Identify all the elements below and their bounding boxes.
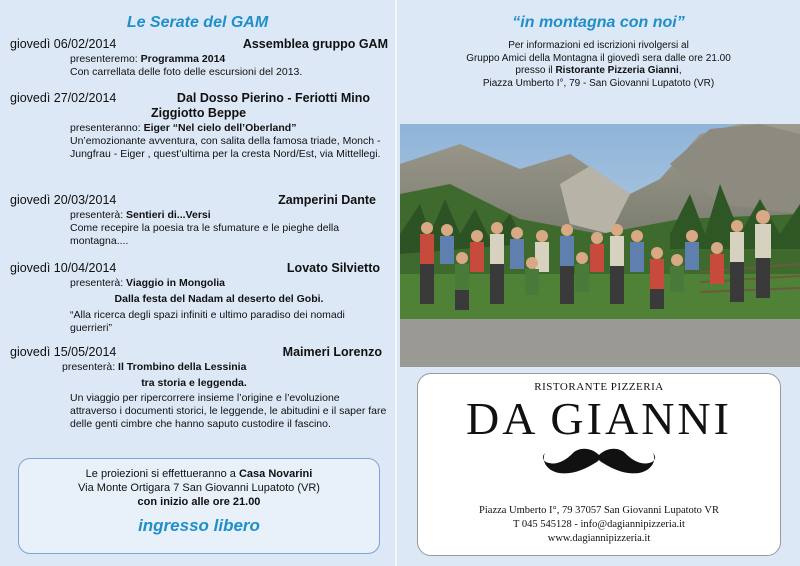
event-date: giovedì 15/05/2014 — [10, 345, 117, 359]
event-date: giovedì 10/04/2014 — [10, 261, 117, 275]
info-line-2: Via Monte Ortigara 7 San Giovanni Lupatoto (VR) — [78, 482, 320, 494]
event-speaker: Zamperini Dante — [278, 193, 376, 207]
event-speaker-2: Ziggiotto Beppe — [151, 106, 247, 120]
serate-title: Le Serate del GAM — [126, 14, 269, 31]
restaurant-website[interactable]: www.dagiannipizzeria.it — [547, 533, 651, 544]
event-subtitle: tra storia e leggenda. — [141, 377, 247, 389]
event-presents: presenterà: Viaggio in Mongolia — [70, 277, 226, 289]
event-presents: presenterà: Il Trombino della Lessinia — [62, 361, 247, 373]
left-panel — [0, 0, 395, 566]
event-speaker: Lovato Silvietto — [286, 261, 380, 275]
mustache-icon — [539, 445, 659, 479]
event-date: giovedì 20/03/2014 — [10, 193, 117, 207]
info-line-3: con inizio alle ore 21.00 — [137, 496, 261, 508]
event-desc: Un’emozionante avventura, con salita della famosa triade, Monch - Jungfrau - Eiger , quest’ultima per la cresta Nord/Est, via Mittellegi. — [70, 135, 381, 160]
event-2 — [10, 91, 388, 161]
projection-info-box — [18, 458, 380, 554]
event-desc: Un viaggio per ripercorrere insieme l’origine e l’evoluzione attraverso i documenti storici, le leggende, le abitudini e il saper fare delle genti cimbre che hanno saputo custodire il fascino. — [70, 392, 387, 430]
event-speaker: Dal Dosso Pierino - Feriotti Mino — [176, 91, 370, 105]
restaurant-address: Piazza Umberto I°, 79 37057 San Giovanni Lupatoto VR — [479, 505, 719, 516]
event-desc: “Alla ricerca degli spazi infiniti e ultimo paradiso dei nomadi guerrieri” — [70, 309, 345, 334]
free-entry: ingresso libero — [138, 516, 260, 535]
event-5 — [10, 345, 388, 431]
restaurant-contacts — [418, 504, 780, 546]
group-photo — [400, 124, 800, 367]
mountain-group-photo — [400, 124, 800, 367]
event-speaker: Assemblea gruppo GAM — [242, 37, 388, 51]
event-presents: presenteranno: Eiger “Nel cielo dell’Oberland” — [70, 122, 297, 134]
event-presents: presenterà: Sentieri di...Versi — [70, 209, 211, 221]
restaurant-ad — [417, 373, 781, 556]
info-line-1: Le proiezioni si effettueranno a Casa Novarini — [85, 468, 313, 480]
restaurant-phone-email: T 045 545128 - info@dagiannipizzeria.it — [513, 519, 685, 530]
event-date: giovedì 27/02/2014 — [10, 91, 117, 105]
event-desc: Come recepire la poesia tra le sfumature e le pieghe della montagna.... — [70, 222, 340, 247]
event-presents: presenteremo: Programma 2014 — [70, 53, 226, 65]
restaurant-brand: DA GIANNI — [466, 393, 732, 444]
right-panel — [397, 0, 800, 566]
event-4 — [10, 261, 388, 335]
event-3 — [10, 193, 388, 248]
event-desc: Con carrellata delle foto delle escursioni del 2013. — [70, 66, 303, 78]
event-speaker: Maimeri Lorenzo — [282, 345, 382, 359]
event-subtitle: Dalla festa del Nadam al deserto del Gobi. — [114, 293, 324, 305]
event-date: giovedì 06/02/2014 — [10, 37, 117, 51]
contact-info: Per informazioni ed iscrizioni rivolgersi al Gruppo Amici della Montagna il giovedì sera dalle ore 21.00 presso il Ristorante Pizzeria Gianni, Piazza Umberto I°, 79 - San Giovanni Lupatoto (VR) — [466, 40, 731, 89]
restaurant-kind: RISTORANTE PIZZERIA — [534, 381, 664, 393]
mountain-title: “in montagna con noi” — [512, 14, 685, 31]
event-1 — [10, 37, 388, 79]
